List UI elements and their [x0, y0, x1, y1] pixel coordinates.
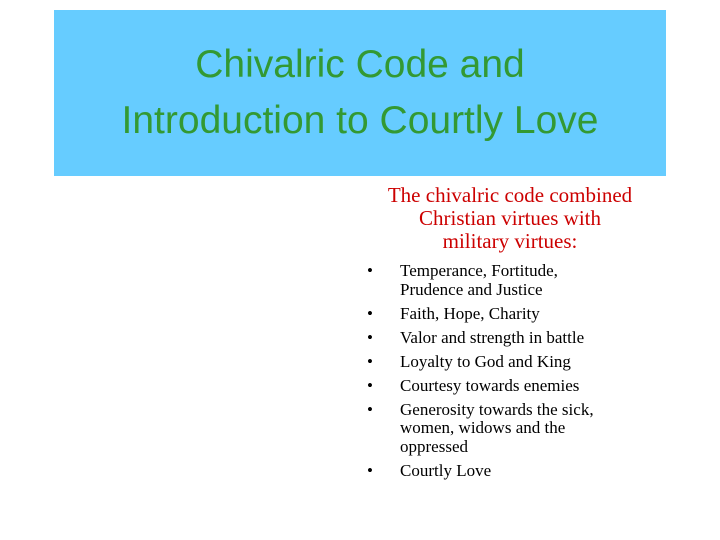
- slide-title: [122, 37, 599, 149]
- list-item: [364, 329, 664, 348]
- title-banner: [54, 10, 666, 176]
- intro-line-2: Christian virtues with: [419, 206, 601, 230]
- list-item: [364, 377, 664, 396]
- list-item-line: Prudence and Justice: [400, 279, 543, 299]
- list-item-line: Loyalty to God and King: [400, 351, 571, 371]
- list-item: [364, 401, 664, 457]
- list-item-line: women, widows and the: [400, 418, 566, 437]
- title-line-2: Introduction to Courtly Love: [121, 99, 599, 142]
- intro-text: [360, 184, 660, 253]
- list-item: [364, 262, 664, 299]
- list-item-line: Valor and strength in battle: [400, 327, 585, 347]
- bullet-icon: •: [367, 460, 373, 480]
- list-item-line: oppressed: [400, 436, 468, 456]
- bullet-icon: •: [367, 399, 373, 419]
- intro-line-1: The chivalric code combined: [387, 183, 633, 207]
- list-item-line: Generosity towards the sick,: [400, 399, 594, 419]
- bullet-icon: •: [367, 375, 373, 395]
- list-item: [364, 462, 664, 481]
- virtues-list: [364, 262, 664, 486]
- intro-line-3: military virtues:: [442, 229, 578, 253]
- bullet-icon: •: [367, 327, 373, 347]
- list-item-line: Temperance, Fortitude,: [400, 261, 558, 280]
- bullet-icon: •: [367, 351, 373, 371]
- bullet-icon: •: [367, 261, 373, 280]
- list-item-line: Courtly Love: [400, 460, 492, 480]
- list-item-line: Courtesy towards enemies: [400, 375, 580, 395]
- list-item: [364, 353, 664, 372]
- list-item-line: Faith, Hope, Charity: [400, 303, 540, 323]
- bullet-icon: •: [367, 303, 373, 323]
- list-item: [364, 305, 664, 324]
- title-line-1: Chivalric Code and: [195, 43, 525, 86]
